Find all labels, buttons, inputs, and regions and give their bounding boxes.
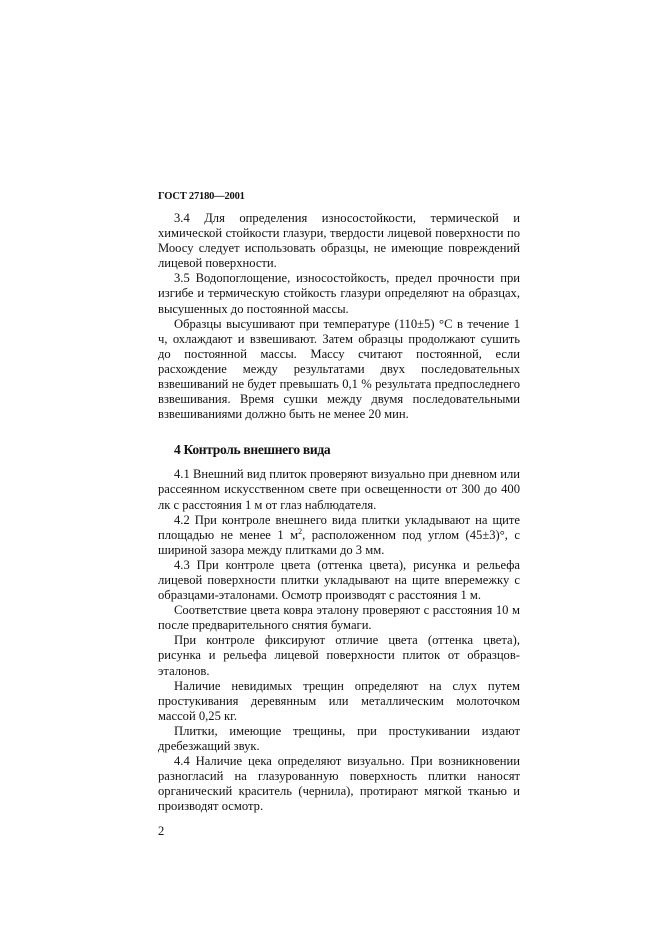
paragraph-4-4: 4.4 Наличие цека определяют визуально. При возникновении разногласий на глазурованную поверхность плитки наносят органический краситель (чернила), протирают мягкой тканью и производят осмотр. xyxy=(158,754,520,814)
paragraph-tiles-sound: Плитки, имеющие трещины, при простукивании издают дребезжащий звук. xyxy=(158,723,520,753)
paragraph-drying: Образцы высушивают при температуре (110±5) °С в течение 1 ч, охлаждают и взвешивают. Затем образцы продолжают сушить до постоянной массы. Массу считают постоянной, если расхождение между результатами двух последовательных взвешиваний не будет превышать 0,1 % результата предпоследнего взвешивания. Время сушки между двумя последовательными взвешиваниями должно быть не менее 20 мин. xyxy=(158,316,520,422)
paragraph-4-2 xyxy=(158,513,520,558)
paragraph-cracks: Наличие невидимых трещин определяют на слух путем простукивания деревянным или металлическим молоточком массой 0,25 кг. xyxy=(158,678,520,723)
paragraph-4-2-tail: , расположенном под углом (45±3)°, с шириной зазора между плитками до 3 мм. xyxy=(158,527,520,557)
superscript: 2 xyxy=(298,526,303,536)
document-page xyxy=(158,190,520,839)
paragraph-4-3: 4.3 При контроле цвета (оттенка цвета), рисунка и рельефа лицевой поверхности плитки укладывают на щите вперемежку с образцами-эталонами. Осмотр производят с расстояния 1 м. xyxy=(158,557,520,603)
page-number: 2 xyxy=(158,824,165,839)
paragraph-control: При контроле фиксируют отличие цвета (оттенка цвета), рисунка и рельефа лицевой поверхности плиток от образцов-эталонов. xyxy=(158,633,520,678)
paragraph-4-1: 4.1 Внешний вид плиток проверяют визуально при дневном или рассеянном искусственном свете при освещенности от 300 до 400 лк с расстояния 1 м от глаз наблюдателя. xyxy=(158,467,520,512)
paragraph-carpet-color: Соответствие цвета ковра эталону проверяют с расстояния 10 м после предварительного снятия бумаги. xyxy=(158,603,520,633)
section-title-4: 4 Контроль внешнего вида xyxy=(174,442,331,458)
paragraph-3-5: 3.5 Водопоглощение, износостойкость, предел прочности при изгибе и термическую стойкость глазури определяют на образцах, высушенных до постоянной массы. xyxy=(158,271,520,316)
standard-header: ГОСТ 27180—2001 xyxy=(158,191,245,202)
paragraph-4-2-text: 4.2 При контроле внешнего вида плитки укладывают на щите площадью не менее 1 м xyxy=(158,512,520,542)
paragraph-3-4: 3.4 Для определения износостойкости, термической и химической стойкости глазури, твердости лицевой поверхности по Моосу следует использовать образцы, не имеющие повреждений лицевой поверхности. xyxy=(158,211,520,271)
